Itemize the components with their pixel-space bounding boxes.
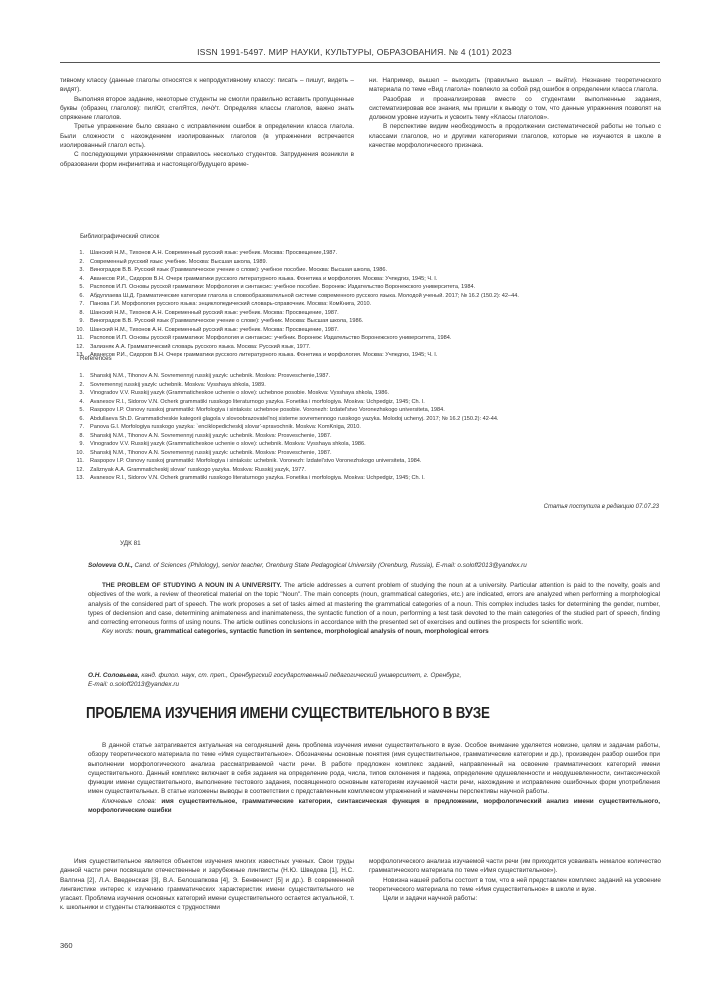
reference-item: 7. Панова Г.И. Морфология русского языка: энциклопедический словарь-справочник. Москва: КомКнига, 2010.	[79, 301, 372, 307]
abstract-text: The article addresses a current problem of studying the noun at a university. Particular attention is paid to the novelty, goals and objectives of the work, a review of theoretical material on the topic "Noun". The main concepts (noun, grammatical categories, etc.) are indicated, errors are analyzed when performing a morphological analysis of the considered part of speech. The work proposes a set of tasks aimed at mastering the grammatical categories of a noun. This complex includes tasks for determining the gender, number, types of declension and case, determining animateness and inanimateness, the syntactic function of a noun, performing a test task devoted to the main categories of the studied part of speech, finding and correcting erroneous forms of using nouns. The article outlines conclusions in accordance with the presented set of exercises and outlines the prospects for scientific work.	[88, 582, 660, 627]
reference-item: 6. Abdullaeva Sh.D. Grammaticheskie kategorii glagola v slovoobrazovatel'noj sisteme sovremennogo russkogo yazyka. Molodoj uchenyj. 2017; № 16.2 (150.2): 42-44.	[79, 415, 499, 422]
author-name: О.Н. Соловьева,	[88, 672, 140, 679]
top-left-column	[60, 76, 354, 169]
references-title: References	[80, 355, 112, 362]
reference-item: 10. Шанский Н.М., Тихонов А.Н. Современный русский язык: учебник. Москва: Просвещение, 1987.	[76, 326, 339, 333]
reference-item: 2. Современный русский язык: учебник. Москва: Высшая школа, 1989.	[79, 258, 268, 265]
article-title: ПРОБЛЕМА ИЗУЧЕНИЯ ИМЕНИ СУЩЕСТВИТЕЛЬНОГО В ВУЗЕ	[86, 705, 490, 722]
reference-item: 5. Raspopov I.P. Osnovy russkoj grammatiki: Morfologiya i sintaksis: uchebnoe posobie. Voronezh: Izdatel'stvo Voronezhskogo universiteta, 1984.	[79, 407, 445, 413]
paragraph: С последующими упражнениями справилось несколько студентов. Затруднения возникли в образовании форм инфинитива и настоящего/будущего време-	[60, 151, 354, 168]
paragraph: Разобрав и проанализировав вместе со студентами выполненные задания, систематизировав все знания, мы пришли к выводу о том, что данные упражнения позволят на должном уровне изучить и усвоить тему «Классы глаголов».	[369, 95, 661, 122]
reference-item: 13. Аванесов Р.И., Сидоров В.Н. Очерк грамматики русского литературного языка. Фонетика и морфология. Москва: Учпедгиз, 1945; Ч. I.	[76, 352, 438, 358]
bibliography-title: Библиографический список	[80, 233, 160, 240]
keywords: имя существительное, грамматические категории, синтаксическая функция в предложении, морфологический анализ имени существительного, морфологические ошибки	[88, 797, 660, 815]
reference-item: 9. Виноградов В.В. Русский язык (Грамматическое учение о слове): учебник. Москва: Высшая школа, 1986.	[79, 318, 364, 324]
reference-item: 4. Avanesov R.I., Sidorov V.N. Ocherk grammatiki russkogo literaturnogo yazyka. Fonetika i morfologiya. Moskva: Uchpedgiz, 1945; Ch. I.	[79, 398, 425, 405]
header-rule	[60, 62, 660, 63]
author-details: Cand. of Sciences (Philology), senior teacher, Orenburg State Pedagogical University (Orenburg, Russia), E-mail: o.soloff2013@yandex.ru	[134, 562, 527, 569]
author-ru	[88, 671, 660, 690]
journal-header: ISSN 1991-5497. МИР НАУКИ, КУЛЬТУРЫ, ОБРАЗОВАНИЯ. № 4 (101) 2023	[197, 47, 512, 57]
body-left-column	[60, 857, 354, 913]
reference-item: 4. Аванесов Р.И., Сидоров В.Н. Очерк грамматики русского литературного языка. Фонетика и морфология. Москва: Учпедгиз, 1945; Ч. I.	[79, 275, 438, 282]
reference-item: 3. Vinogradov V.V. Russkij yazyk (Grammaticheskoe uchenie o slove): uchebnoe posobie. Moskva: Vysshaya shkola, 1986.	[79, 390, 390, 396]
paragraph: ни. Например, вышел – выходить (правильно вышел – выйти). Незнание теоретического материала по теме «Вид глагола» повлекло за собой ряд ошибок в определении класса глагола.	[369, 77, 661, 94]
keywords-label: Ключевые слова:	[102, 797, 157, 805]
page-number: 360	[60, 941, 73, 950]
reference-item: 9. Vinogradov V.V. Russkij yazyk (Grammaticheskoe uchenie o slove): uchebnik. Moskva: Vysshaya shkola, 1986.	[79, 441, 366, 447]
reference-item: 11. Raspopov I.P. Osnovy russkoj grammatiki: Morfologiya i sintaksis: uchebnik. Voronezh: Izdatel'stvo Voronezhskogo universiteta, 1984.	[76, 458, 422, 464]
paragraph: тивному классу (данные глаголы относятся к непродуктивному классу: писать – пишут, видеть – видят).	[60, 77, 354, 94]
reference-item: 11. Распопов И.П. Основы русской грамматики: Морфология и синтаксис: учебник. Воронеж: Издательство Воронежского университета, 1984.	[76, 335, 452, 341]
reference-item: 1. Shanskij N.M., Tihonov A.N. Sovremennyj russkij yazyk: uchebnik. Moskva: Prosveschenie,1987.	[79, 373, 331, 379]
reference-item: 10. Shanskij N.M., Tihonov A.N. Sovremennyj russkij yazyk: uchebnik. Moskva: Prosveschenie, 1987.	[76, 449, 332, 456]
reference-item: 3. Виноградов В.В. Русский язык (Грамматическое учение о слове): учебное пособие. Москва: Высшая школа, 1986.	[79, 267, 388, 273]
abstract-ru	[88, 741, 660, 815]
reference-item: 1. Шанский Н.М., Тихонов А.Н. Современный русский язык: учебник. Москва: Просвещение,1987.	[79, 250, 338, 256]
abstract-en	[88, 581, 660, 637]
reference-item: 5. Распопов И.П. Основы русской грамматики: Морфология и синтаксис: учебное пособие. Воронеж: Издательство Воронежского университета, 1984.	[79, 284, 476, 290]
reference-item: 12. Зализняк А.А. Грамматический словарь русского языка. Москва: Русский язык, 1977.	[76, 343, 311, 350]
paragraph: В перспективе видим необходимость в продолжении систематической работы не только с классами глаголов, но и другими категориями глаголов, которые не изучаются в школе в качестве морфологического признака.	[369, 123, 661, 150]
author-details: канд. филол. наук, ст. преп., Оренбургский государственный педагогический университет, г. Оренбург,	[141, 672, 462, 679]
reference-item: 6. Абдуллаева Ш.Д. Грамматические категории глагола в словообразовательной системе современного русского языка. Молодой ученый. 2017; № 16.2 (150.2): 42–44.	[79, 292, 519, 299]
reference-item: 13. Avanesov R.I., Sidorov V.N. Ocherk grammatiki russkogo literaturnogo yazyka. Fonetika i morfologiya. Moskva: Uchpedgiz, 1945; Ch. I.	[76, 475, 425, 481]
author-name: Soloveva O.N.,	[88, 562, 133, 569]
paragraph: Третье упражнение было связано с исправлением ошибок в определении класса глагола. Были сложности с нахождением изолированных глаголов (в упражнении встречается изолированный глагол есть).	[60, 123, 354, 150]
reference-item: 7. Panova G.I. Morfologiya russkogo yazyka: `enciklopedicheskij slovar'-spravochnik. Moskva: KomKniga, 2010.	[79, 424, 361, 430]
paragraph: морфологического анализа изучаемой части речи (им приходится усваивать немалое количество грамматического материала по теме «Имя существительное»).	[369, 858, 661, 875]
reference-item: 8. Shanskij N.M., Tihonov A.N. Sovremennyj russkij yazyk: uchebnik. Moskva: Prosveschenie, 1987.	[79, 432, 332, 439]
author-email: E-mail: o.soloff2013@yandex.ru	[88, 681, 180, 689]
keywords-label: Key words:	[102, 628, 134, 636]
reference-item: 2. Sovremennyj russkij yazyk: uchebnik. Moskva: Vysshaya shkola, 1989.	[79, 381, 266, 388]
author-en	[88, 561, 660, 570]
udk-code: УДК 81	[120, 540, 141, 547]
reference-item: 8. Шанский Н.М., Тихонов А.Н. Современный русский язык: учебник. Москва: Просвещение, 1987.	[79, 309, 339, 316]
top-right-column	[369, 76, 661, 150]
keywords: noun, grammatical categories, syntactic function in sentence, morphological analysis of noun, morphological errors	[135, 628, 489, 636]
paragraph: Цели и задачи научной работы:	[383, 895, 478, 903]
paragraph: Имя существительное является объектом изучения многих известных ученых. Свои труды данной части речи посвящали отечественные и зарубежные лингвисты (Н.Ю. Шведова [1], Н.С. Валгина [2], Л.А. Введенская [3], В.А. Белошапкова [4], Э. Бенвенист [5] и др.). В современной лингвистике интерес к изучению грамматических характеристик имени существительного не угасает. Проблема изучения основных категорий имени существительного остается актуальной, т. к. школьники и студенты сталкиваются с трудностями	[60, 858, 354, 912]
reference-item: 12. Zaliznyak A.A. Grammaticheskij slovar' russkogo yazyka. Moskva: Russkij yazyk, 1977.	[76, 466, 306, 473]
paragraph: Выполняя второе задание, некоторые студенты не смогли правильно вставить пропущенные буквы (образец глаголов): пилЮт, стелЯтся, лечУт. Определяя классы глаголов, важно знать спряжение глаголов.	[60, 95, 354, 122]
references-list	[70, 372, 670, 483]
paragraph: Новизна нашей работы состоит в том, что в ней представлен комплекс заданий на усвоение теоретического материала по теме «Имя существительное» в школе и вузе.	[369, 876, 661, 893]
abstract-title: THE PROBLEM OF STUDYING A NOUN IN A UNIVERSITY.	[102, 582, 282, 589]
received-date-note: Статья поступила в редакцию 07.07.23	[543, 504, 659, 510]
bibliography-list	[70, 249, 670, 360]
body-right-column	[369, 857, 661, 903]
abstract-text: В данной статье затрагивается актуальная на сегодняшний день проблема изучения имени существительного в вузе. Особое внимание уделяется новизне, целям и задачам работы, обзору теоретического материала по теме «Имя существительное». Обозначены основные понятия (имя существительное, грамматические категории и др.), произведен разбор ошибок при выполнении морфологического анализа рассматриваемой части речи. В работе предложен комплекс заданий, направленный на освоение грамматических категорий имени существительного. Данный комплекс включает в себя задания на определение рода, числа, типов склонения и падежа, определение одушевленности и неодушевленности, синтаксической функции имени существительного, выполнение тестового задания, посвященного основным категориям изучаемой части речи, нахождение и исправление ошибочных форм употребления имен существительных. В статье изложены выводы в соответствии с представленным комплексом упражнений и намечены перспективы научной работы.	[88, 742, 660, 796]
